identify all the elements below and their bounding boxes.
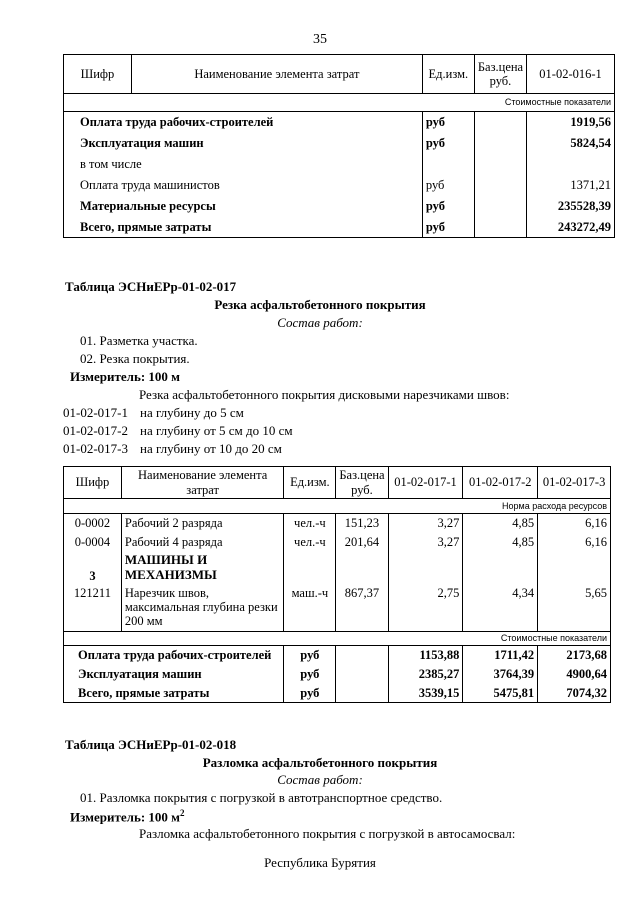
row-v2: 4,85 bbox=[463, 533, 538, 552]
row-base: 151,23 bbox=[336, 514, 388, 533]
footer: Республика Бурятия bbox=[264, 855, 376, 870]
composition-label: Состав работ: bbox=[277, 772, 363, 787]
header-col3: 01-02-017-3 bbox=[538, 467, 611, 499]
norm-label: Норма расхода ресурсов bbox=[64, 499, 611, 514]
total-unit: руб bbox=[284, 684, 336, 703]
total-name: Оплата труда рабочих-строителей bbox=[64, 646, 284, 665]
work-step: 02. Резка покрытия. bbox=[80, 351, 190, 366]
row-v1: 2,75 bbox=[388, 584, 463, 632]
row-v3: 6,16 bbox=[538, 514, 611, 533]
variant-text: на глубину от 5 см до 10 см bbox=[140, 423, 293, 438]
variant-text: на глубину от 10 до 20 см bbox=[140, 441, 282, 456]
header-unit: Ед.изм. bbox=[284, 467, 336, 499]
total-v2: 3764,39 bbox=[463, 665, 538, 684]
row-name: Материальные ресурсы bbox=[64, 196, 423, 217]
meter-text: Измеритель: 100 м bbox=[70, 809, 181, 825]
row-code: 121211 bbox=[64, 584, 122, 632]
row-name: Рабочий 4 разряда bbox=[121, 533, 284, 552]
header-code: Шифр bbox=[64, 467, 122, 499]
header-code: Шифр bbox=[64, 55, 132, 94]
header-base: Баз.цена руб. bbox=[474, 55, 526, 94]
total-v2: 1711,42 bbox=[463, 646, 538, 665]
row-unit: руб bbox=[422, 196, 474, 217]
row-unit: чел.-ч bbox=[284, 514, 336, 533]
work-step: 01. Разметка участка. bbox=[80, 333, 198, 348]
row-code: 0-0002 bbox=[64, 514, 122, 533]
row-name: Оплата труда машинистов bbox=[64, 175, 423, 196]
section-title: Резка асфальтобетонного покрытия bbox=[214, 297, 426, 312]
total-v2: 5475,81 bbox=[463, 684, 538, 703]
row-v2: 4,85 bbox=[463, 514, 538, 533]
row-value: 235528,39 bbox=[527, 196, 615, 217]
row-unit: чел.-ч bbox=[284, 533, 336, 552]
resource-table-017 bbox=[63, 466, 611, 703]
row-v1: 3,27 bbox=[388, 514, 463, 533]
total-v1: 3539,15 bbox=[388, 684, 463, 703]
table-label: Таблица ЭСНиЕРр-01-02-018 bbox=[65, 737, 237, 752]
section-label: Стоимостные показатели bbox=[64, 94, 615, 112]
row-name: Нарезчик швов, максимальная глубина резки 200 мм bbox=[121, 584, 284, 632]
row-v1: 3,27 bbox=[388, 533, 463, 552]
row-base: 201,64 bbox=[336, 533, 388, 552]
row-base: 867,37 bbox=[336, 584, 388, 632]
section-title: Разломка асфальтобетонного покрытия bbox=[202, 755, 438, 770]
composition-label: Состав работ: bbox=[277, 315, 363, 330]
row-value: 243272,49 bbox=[527, 217, 615, 238]
description: Разломка асфальтобетонного покрытия с погрузкой в автосамосвал: bbox=[139, 826, 516, 841]
total-unit: руб bbox=[284, 646, 336, 665]
total-name: Всего, прямые затраты bbox=[64, 684, 284, 703]
meter-sup: 2 bbox=[180, 808, 185, 818]
meter-label: Измеритель: 100 м bbox=[70, 369, 181, 384]
row-unit: руб bbox=[422, 175, 474, 196]
header-col1: 01-02-017-1 bbox=[388, 467, 463, 499]
row-value: 5824,54 bbox=[527, 133, 615, 154]
group-name: МАШИНЫ И МЕХАНИЗМЫ bbox=[121, 552, 284, 584]
header-col1: 01-02-016-1 bbox=[527, 55, 615, 94]
table-label: Таблица ЭСНиЕРр-01-02-017 bbox=[65, 279, 237, 294]
row-name: Всего, прямые затраты bbox=[64, 217, 423, 238]
total-v3: 7074,32 bbox=[538, 684, 611, 703]
variant-code: 01-02-017-1 bbox=[63, 405, 128, 420]
header-base: Баз.цена руб. bbox=[336, 467, 388, 499]
cost-table-016 bbox=[63, 54, 615, 238]
row-v3: 5,65 bbox=[538, 584, 611, 632]
page-number: 35 bbox=[313, 32, 327, 47]
row-name: Оплата труда рабочих-строителей bbox=[64, 112, 423, 133]
row-value: 1919,56 bbox=[527, 112, 615, 133]
row-name: Рабочий 2 разряда bbox=[121, 514, 284, 533]
header-unit: Ед.изм. bbox=[422, 55, 474, 94]
header-col2: 01-02-017-2 bbox=[463, 467, 538, 499]
row-unit: маш.-ч bbox=[284, 584, 336, 632]
cost-label: Стоимостные показатели bbox=[64, 632, 611, 646]
total-v3: 4900,64 bbox=[538, 665, 611, 684]
total-unit: руб bbox=[284, 665, 336, 684]
meter-label bbox=[70, 808, 185, 825]
total-v3: 2173,68 bbox=[538, 646, 611, 665]
description: Резка асфальтобетонного покрытия дисковыми нарезчиками швов: bbox=[139, 387, 510, 402]
row-unit: руб bbox=[422, 133, 474, 154]
row-unit: руб bbox=[422, 217, 474, 238]
row-unit: руб bbox=[422, 112, 474, 133]
row-name: в том числе bbox=[64, 154, 423, 175]
total-v1: 1153,88 bbox=[388, 646, 463, 665]
row-v3: 6,16 bbox=[538, 533, 611, 552]
total-name: Эксплуатация машин bbox=[64, 665, 284, 684]
variant-code: 01-02-017-3 bbox=[63, 441, 128, 456]
total-v1: 2385,27 bbox=[388, 665, 463, 684]
variant-code: 01-02-017-2 bbox=[63, 423, 128, 438]
header-name: Наименование элемента затрат bbox=[131, 55, 422, 94]
row-v2: 4,34 bbox=[463, 584, 538, 632]
work-step: 01. Разломка покрытия с погрузкой в автотранспортное средство. bbox=[80, 790, 443, 805]
variant-text: на глубину до 5 см bbox=[140, 405, 244, 420]
header-name: Наименование элемента затрат bbox=[121, 467, 284, 499]
group-code: 3 bbox=[64, 552, 122, 584]
row-value: 1371,21 bbox=[527, 175, 615, 196]
row-name: Эксплуатация машин bbox=[64, 133, 423, 154]
row-code: 0-0004 bbox=[64, 533, 122, 552]
